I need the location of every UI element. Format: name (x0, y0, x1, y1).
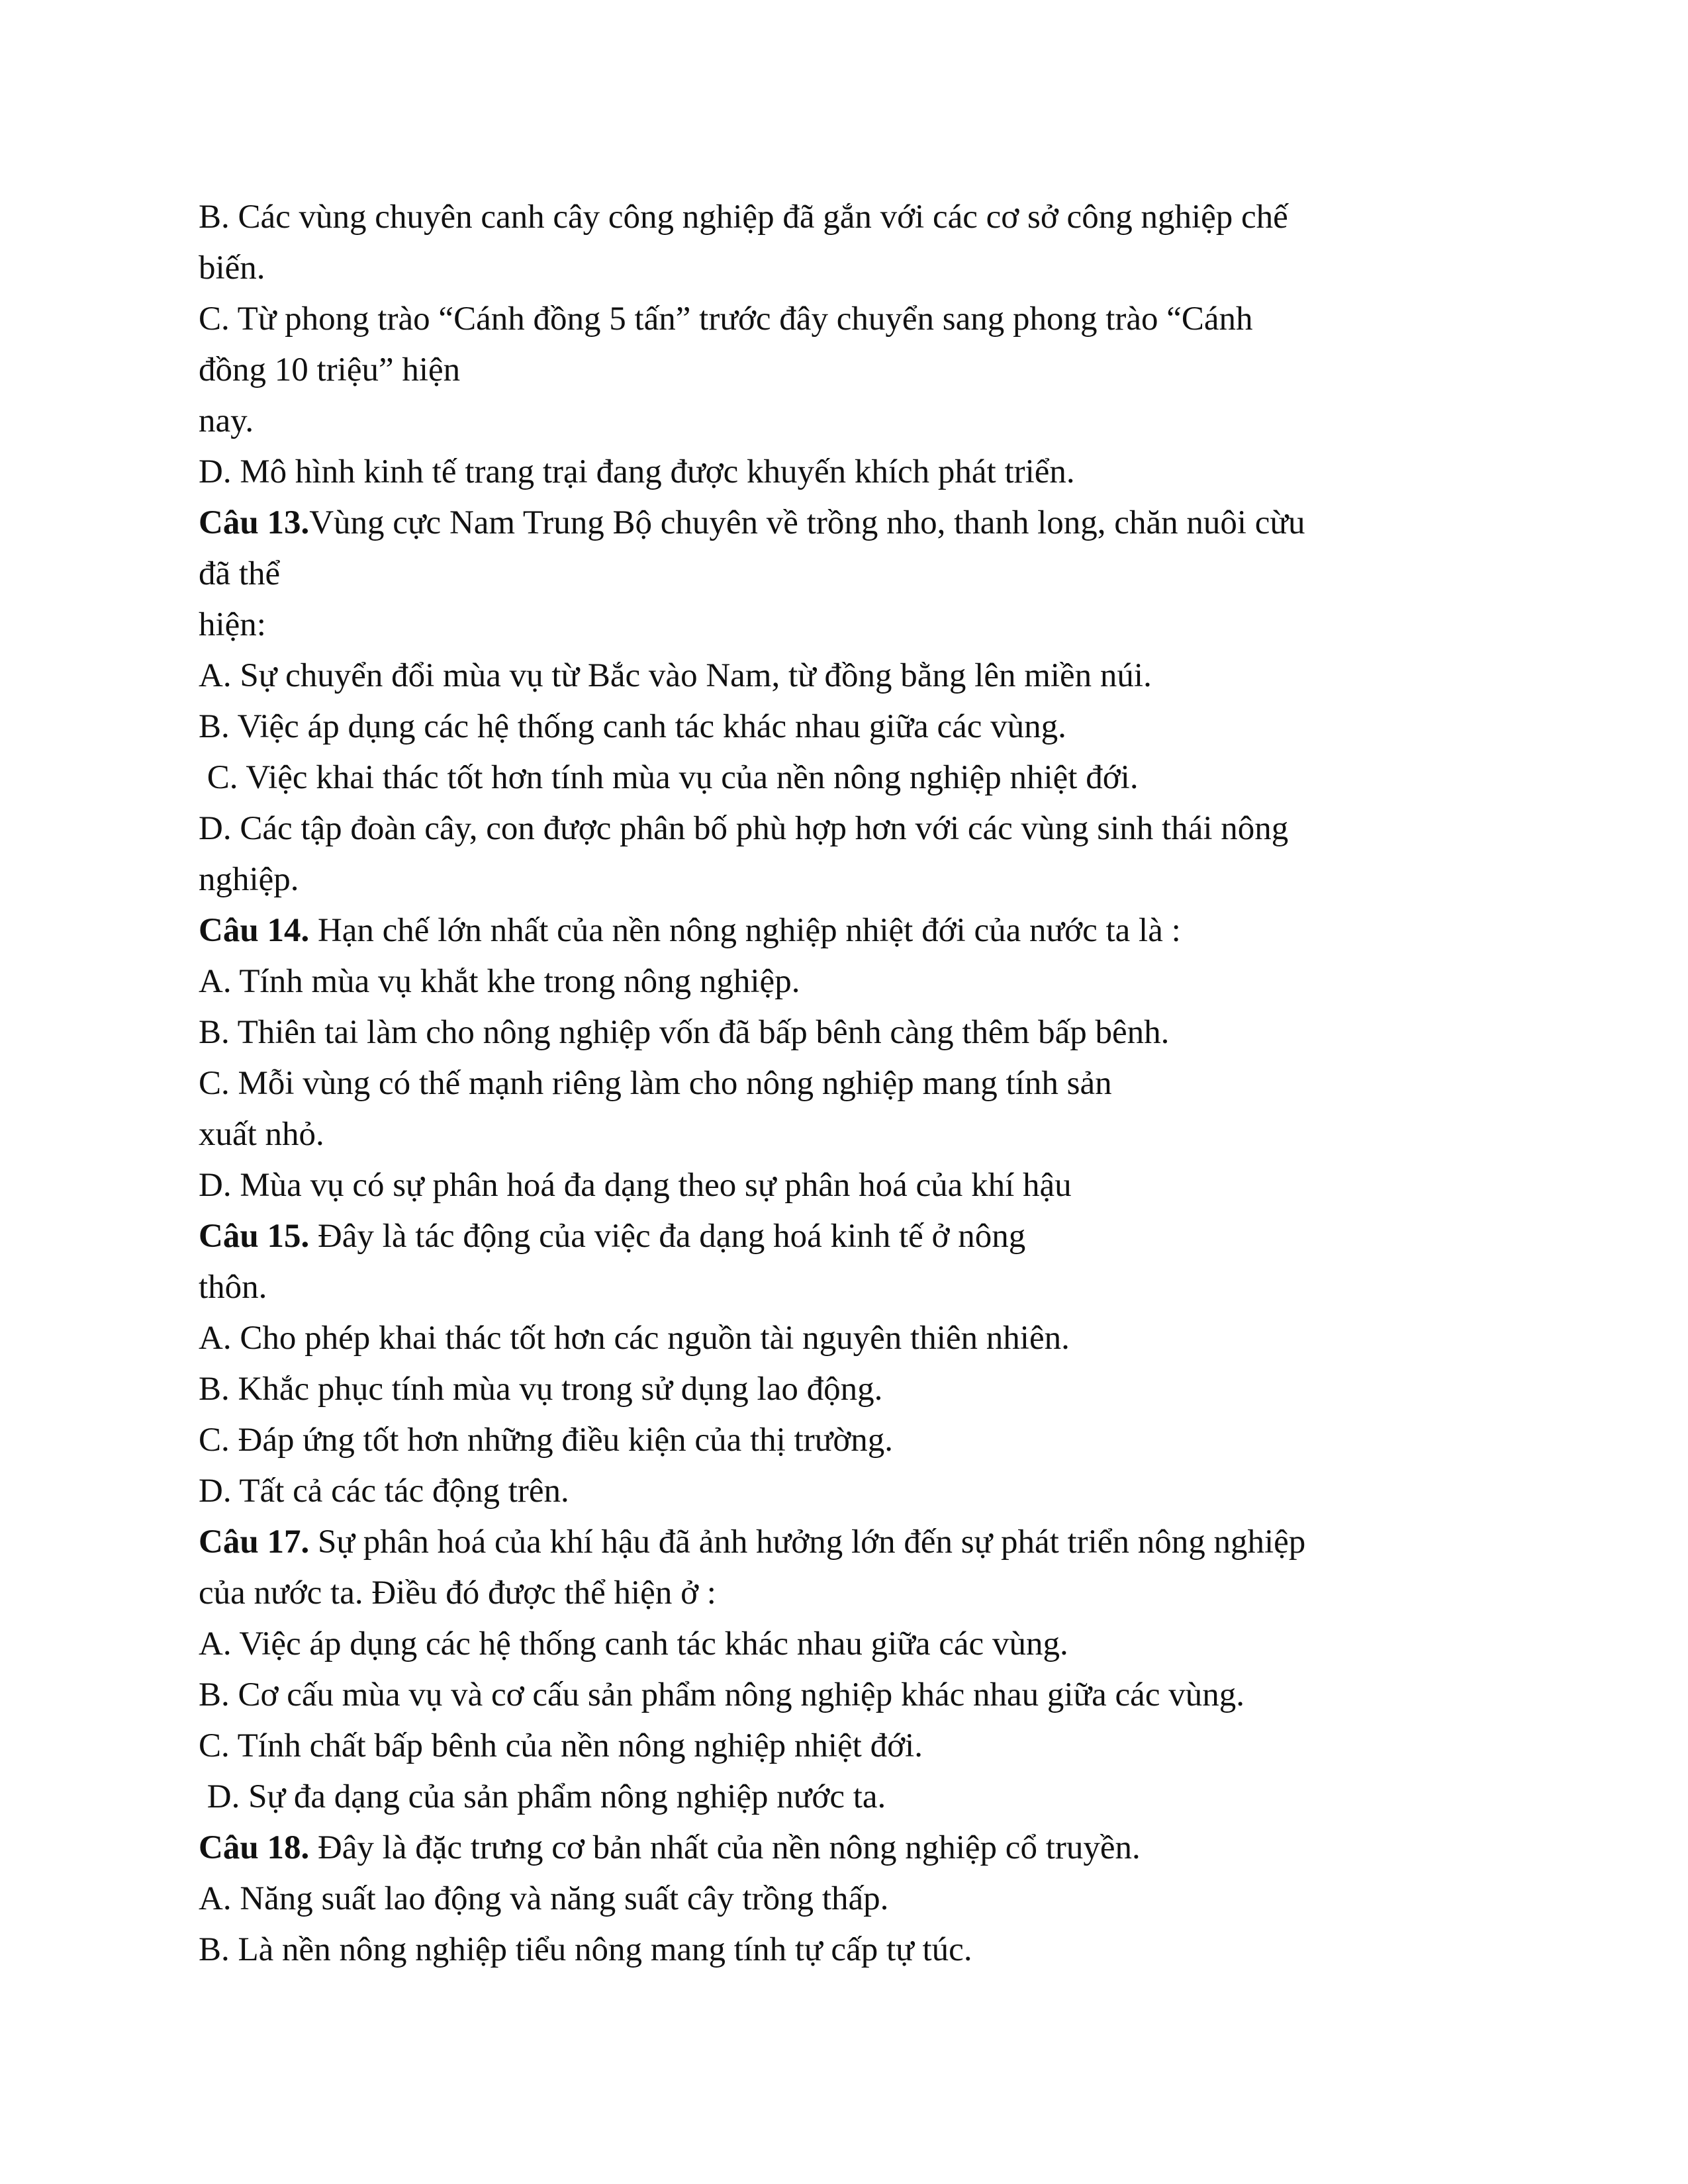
line-text: A. Việc áp dụng các hệ thống canh tác khác nhau giữa các vùng. (199, 1625, 1068, 1662)
line-text: A. Cho phép khai thác tốt hơn các nguồn tài nguyên thiên nhiên. (199, 1320, 1070, 1357)
line-text: B. Cơ cấu mùa vụ và cơ cấu sản phẩm nông nghiệp khác nhau giữa các vùng. (199, 1676, 1244, 1713)
text-line (199, 1466, 1523, 1517)
text-line (199, 345, 1523, 396)
line-text: nay. (199, 402, 254, 439)
question-number: Câu 18. (199, 1829, 310, 1866)
text-line (199, 243, 1523, 294)
line-text: xuất nhỏ. (199, 1116, 324, 1153)
text-line (199, 1670, 1523, 1721)
text-line (199, 1568, 1523, 1619)
line-text: Vùng cực Nam Trung Bộ chuyên về trồng nho, thanh long, chăn nuôi cừu (309, 504, 1305, 541)
line-text: D. Sự đa dạng của sản phẩm nông nghiệp nước ta. (199, 1778, 886, 1815)
text-line (199, 1262, 1523, 1313)
text-line (199, 1313, 1523, 1364)
text-line (199, 803, 1523, 854)
text-line (199, 396, 1523, 447)
text-line (199, 1721, 1523, 1772)
question-number: Câu 13. (199, 504, 310, 541)
line-text: A. Tính mùa vụ khắt khe trong nông nghiệp. (199, 963, 800, 1000)
text-line (199, 956, 1523, 1007)
text-line (199, 1109, 1523, 1160)
line-text: đồng 10 triệu” hiện (199, 351, 461, 388)
line-text: B. Việc áp dụng các hệ thống canh tác khác nhau giữa các vùng. (199, 708, 1066, 745)
line-text: biến. (199, 250, 265, 287)
question-number: Câu 15. (199, 1218, 310, 1255)
text-line (199, 549, 1523, 600)
text-line (199, 1874, 1523, 1925)
line-text: D. Mô hình kinh tế trang trại đang được khuyến khích phát triển. (199, 453, 1075, 490)
question-line (199, 905, 1523, 956)
line-text: A. Năng suất lao động và năng suất cây trồng thấp. (199, 1880, 889, 1917)
text-line (199, 854, 1523, 905)
line-text: D. Tất cả các tác động trên. (199, 1473, 569, 1510)
text-line (199, 447, 1523, 498)
line-text: B. Là nền nông nghiệp tiểu nông mang tính tự cấp tự túc. (199, 1931, 972, 1968)
text-line (199, 600, 1523, 651)
line-text: nghiệp. (199, 861, 299, 898)
line-text: A. Sự chuyển đổi mùa vụ từ Bắc vào Nam, từ đồng bằng lên miền núi. (199, 657, 1152, 694)
line-text: C. Tính chất bấp bênh của nền nông nghiệp nhiệt đới. (199, 1727, 923, 1764)
line-text: D. Mùa vụ có sự phân hoá đa dạng theo sự phân hoá của khí hậu (199, 1167, 1072, 1204)
line-text: Đây là đặc trưng cơ bản nhất của nền nông nghiệp cổ truyền. (309, 1829, 1141, 1866)
text-line (199, 702, 1523, 752)
line-text: của nước ta. Điều đó được thể hiện ở : (199, 1574, 716, 1612)
line-text: B. Khắc phục tính mùa vụ trong sử dụng lao động. (199, 1371, 883, 1408)
question-number: Câu 14. (199, 912, 310, 949)
line-text: Đây là tác động của việc đa dạng hoá kinh tế ở nông (309, 1218, 1026, 1255)
line-text: C. Mỗi vùng có thế mạnh riêng làm cho nông nghiệp mang tính sản (199, 1065, 1112, 1102)
line-text: Sự phân hoá của khí hậu đã ảnh hưởng lớn đến sự phát triển nông nghiệp (309, 1524, 1306, 1561)
line-text: C. Từ phong trào “Cánh đồng 5 tấn” trước đây chuyển sang phong trào “Cánh (199, 300, 1253, 338)
text-line (199, 1619, 1523, 1670)
text-line (199, 294, 1523, 345)
text-line (199, 1772, 1523, 1823)
line-text: D. Các tập đoàn cây, con được phân bố phù hợp hơn với các vùng sinh thái nông (199, 810, 1289, 847)
question-number: Câu 17. (199, 1524, 310, 1561)
line-text: thôn. (199, 1269, 267, 1306)
text-line (199, 651, 1523, 702)
text-line (199, 192, 1523, 243)
text-line (199, 1058, 1523, 1109)
line-text: C. Đáp ứng tốt hơn những điều kiện của thị trường. (199, 1422, 894, 1459)
text-line (199, 1007, 1523, 1058)
document-page (199, 192, 1523, 1976)
text-line (199, 752, 1523, 803)
question-line (199, 498, 1523, 549)
line-text: C. Việc khai thác tốt hơn tính mùa vụ của nền nông nghiệp nhiệt đới. (199, 759, 1139, 796)
line-text: B. Các vùng chuyên canh cây công nghiệp đã gắn với các cơ sở công nghiệp chế (199, 199, 1288, 236)
line-text: B. Thiên tai làm cho nông nghiệp vốn đã bấp bênh càng thêm bấp bênh. (199, 1014, 1170, 1051)
text-line (199, 1160, 1523, 1211)
question-line (199, 1823, 1523, 1874)
line-text: Hạn chế lớn nhất của nền nông nghiệp nhiệt đới của nước ta là : (309, 912, 1181, 949)
text-line (199, 1925, 1523, 1976)
text-line (199, 1415, 1523, 1466)
question-line (199, 1517, 1523, 1568)
question-line (199, 1211, 1523, 1262)
line-text: hiện: (199, 606, 266, 643)
line-text: đã thể (199, 555, 281, 592)
text-line (199, 1364, 1523, 1415)
